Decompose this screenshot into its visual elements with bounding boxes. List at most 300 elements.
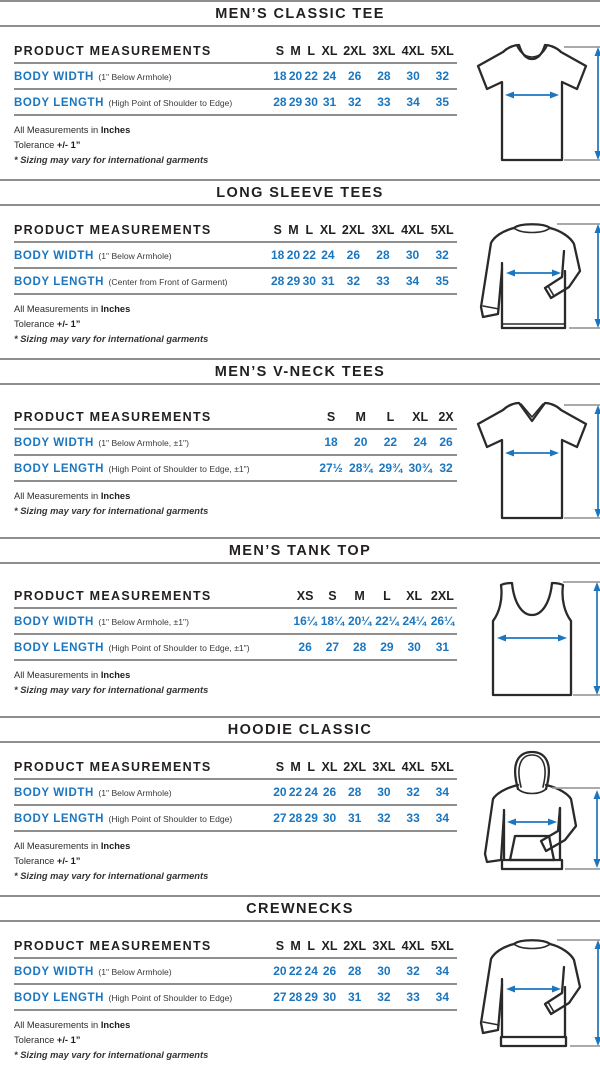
measurement-row <box>14 242 457 268</box>
measurement-value: 30¾ <box>405 455 435 481</box>
measurement-value: 28 <box>272 89 288 115</box>
measurement-label-cell <box>14 242 270 268</box>
note-text: * Sizing may vary for international garments <box>14 155 208 165</box>
section-title: MEN’S TANK TOP <box>229 543 371 559</box>
measurement-row <box>14 268 457 294</box>
measurement-value: 20 <box>272 779 288 805</box>
measurement-value: 28 <box>340 958 369 984</box>
measurement-row <box>14 429 457 455</box>
measurement-value: 31 <box>428 634 457 660</box>
body-width-arrow <box>497 635 567 642</box>
measurement-value: 33 <box>369 89 398 115</box>
measurement-value: 24 <box>405 429 435 455</box>
measurements-block <box>14 404 457 519</box>
measurement-value: 30 <box>303 89 319 115</box>
measurement-value: 27 <box>272 805 288 831</box>
measurement-value: 28 <box>288 805 304 831</box>
size-column-header: M <box>346 408 376 429</box>
measurements-block <box>14 38 457 168</box>
size-column-header: XS <box>291 587 318 608</box>
size-header-row <box>14 587 457 608</box>
size-table <box>14 587 457 661</box>
note-line <box>14 869 457 884</box>
garment-figure <box>457 748 600 890</box>
measurement-value: 32 <box>339 268 369 294</box>
size-column-header: M <box>288 937 304 958</box>
note-text: All Measurements in <box>14 125 101 135</box>
vneck-tee-illustration <box>457 390 600 532</box>
size-column-header: 3XL <box>368 221 398 242</box>
note-text: All Measurements in <box>14 491 101 501</box>
measurement-value: 32 <box>428 63 457 89</box>
body-width-arrow <box>506 986 561 993</box>
measurement-label-cell <box>14 429 316 455</box>
section-title-bar <box>0 179 600 206</box>
notes <box>14 489 457 519</box>
measurement-value: 30 <box>369 779 398 805</box>
note-text: All Measurements in <box>14 670 101 680</box>
note-text: Tolerance <box>14 856 57 866</box>
measurement-value: 32 <box>398 958 427 984</box>
garment-figure <box>457 211 600 353</box>
size-column-header: 2XL <box>340 42 369 63</box>
notes <box>14 123 457 168</box>
measurement-value: 29 <box>303 805 319 831</box>
measurement-sublabel: (1" Below Armhole) <box>98 788 171 798</box>
size-header-row <box>14 758 457 779</box>
measurement-value: 34 <box>428 958 457 984</box>
measurement-value: 32 <box>369 984 398 1010</box>
measurement-value: 29 <box>288 89 304 115</box>
size-column-header: 3XL <box>369 42 398 63</box>
long-sleeve-tee-illustration <box>457 211 600 353</box>
size-column-header: 2XL <box>340 937 369 958</box>
note-text: * Sizing may vary for international garments <box>14 1050 208 1060</box>
measure-rows <box>14 779 457 831</box>
body-width-arrow <box>506 270 561 277</box>
note-bold: Inches <box>101 841 130 851</box>
measurement-row <box>14 608 457 634</box>
measurement-value: 26 <box>319 779 340 805</box>
note-line <box>14 504 457 519</box>
section-title: LONG SLEEVE TEES <box>216 185 383 201</box>
size-column-header: XL <box>319 758 340 779</box>
size-column-header: S <box>270 221 286 242</box>
size-chart-section <box>0 716 600 895</box>
measurement-value: 28¾ <box>346 455 376 481</box>
measurement-value: 31 <box>317 268 338 294</box>
section-title-bar <box>0 358 600 385</box>
size-column-header: 5XL <box>428 758 457 779</box>
measurement-value: 26 <box>340 63 369 89</box>
measurement-label: BODY WIDTH <box>14 71 94 83</box>
size-header-row <box>14 221 457 242</box>
section-title: CREWNECKS <box>246 901 354 917</box>
size-column-header: M <box>288 758 304 779</box>
measurement-label-cell <box>14 958 272 984</box>
measurement-label: BODY LENGTH <box>14 813 104 825</box>
measurement-value: 28 <box>340 779 369 805</box>
measurement-label-cell <box>14 779 272 805</box>
measurement-label: BODY WIDTH <box>14 250 94 262</box>
note-text: * Sizing may vary for international garments <box>14 871 208 881</box>
measurement-row <box>14 634 457 660</box>
measurement-label: BODY WIDTH <box>14 437 94 449</box>
measurement-value: 33 <box>398 984 427 1010</box>
section-title-bar <box>0 537 600 564</box>
measurement-label: BODY WIDTH <box>14 966 94 978</box>
measurement-value: 34 <box>428 779 457 805</box>
measurement-value: 26 <box>291 634 318 660</box>
size-column-header: 2XL <box>339 221 369 242</box>
measurement-row <box>14 984 457 1010</box>
measurement-value: 24 <box>317 242 338 268</box>
garment-figure <box>457 927 600 1069</box>
measurement-value: 22 <box>288 958 304 984</box>
measurement-value: 28 <box>369 63 398 89</box>
size-column-header: 3XL <box>369 758 398 779</box>
product-measurements-header: PRODUCT MEASUREMENTS <box>14 42 272 63</box>
size-column-header: S <box>272 758 288 779</box>
measurement-value: 24 <box>303 779 319 805</box>
note-bold: +/- 1” <box>57 319 81 329</box>
note-line <box>14 839 457 854</box>
measurement-label-cell <box>14 268 270 294</box>
measurement-sublabel: (1" Below Armhole) <box>98 967 171 977</box>
size-column-header: L <box>376 408 406 429</box>
note-bold: Inches <box>101 670 130 680</box>
note-text: All Measurements in <box>14 304 101 314</box>
measurement-sublabel: (High Point of Shoulder to Edge, ±1") <box>109 464 250 474</box>
measurement-value: 32 <box>398 779 427 805</box>
measurement-value: 22 <box>376 429 406 455</box>
note-line <box>14 302 457 317</box>
measurement-row <box>14 455 457 481</box>
measurement-value: 26 <box>339 242 369 268</box>
size-table <box>14 42 457 116</box>
measurement-sublabel: (High Point of Shoulder to Edge) <box>109 993 233 1003</box>
note-line <box>14 1018 457 1033</box>
size-column-header: L <box>301 221 317 242</box>
measurement-label: BODY WIDTH <box>14 616 94 628</box>
size-chart-section <box>0 358 600 537</box>
section-title-bar <box>0 895 600 922</box>
body-length-arrow <box>595 47 600 160</box>
size-column-header: 2XL <box>428 587 457 608</box>
measurement-value: 18¼ <box>319 608 346 634</box>
notes <box>14 668 457 698</box>
measurement-sublabel: (1" Below Armhole) <box>98 251 171 261</box>
measurement-sublabel: (High Point of Shoulder to Edge, ±1") <box>109 643 250 653</box>
measurement-value: 24 <box>319 63 340 89</box>
measurement-value: 22 <box>303 63 319 89</box>
measurement-label-cell <box>14 89 272 115</box>
measurement-value: 33 <box>398 805 427 831</box>
measurement-label: BODY LENGTH <box>14 992 104 1004</box>
note-bold: +/- 1” <box>57 856 81 866</box>
size-column-header: 4XL <box>398 42 427 63</box>
size-column-header: XL <box>319 42 340 63</box>
section-title: HOODIE CLASSIC <box>228 722 372 738</box>
product-measurements-header: PRODUCT MEASUREMENTS <box>14 408 316 429</box>
measurement-value: 26 <box>319 958 340 984</box>
section-title: MEN’S V-NECK TEES <box>215 364 385 380</box>
measurement-value: 29 <box>373 634 400 660</box>
size-table <box>14 221 457 295</box>
measurements-block <box>14 217 457 347</box>
measurement-value: 30 <box>319 805 340 831</box>
measurement-value: 20 <box>288 63 304 89</box>
measurement-value: 30 <box>401 634 428 660</box>
measurement-label-cell <box>14 63 272 89</box>
measurement-value: 20 <box>272 958 288 984</box>
measurement-row <box>14 958 457 984</box>
measurement-label-cell <box>14 805 272 831</box>
measure-rows <box>14 958 457 1010</box>
measurement-value: 18 <box>270 242 286 268</box>
size-header-row <box>14 42 457 63</box>
size-header-row <box>14 937 457 958</box>
body-length-arrow <box>594 790 600 868</box>
measure-rows <box>14 242 457 294</box>
measurement-label: BODY LENGTH <box>14 276 104 288</box>
size-column-header: S <box>272 937 288 958</box>
body-width-arrow <box>505 92 559 99</box>
measurement-value: 31 <box>340 984 369 1010</box>
product-measurements-header: PRODUCT MEASUREMENTS <box>14 587 291 608</box>
note-text: Tolerance <box>14 319 57 329</box>
note-text: Tolerance <box>14 140 57 150</box>
note-line <box>14 1048 457 1063</box>
size-column-header: L <box>303 758 319 779</box>
measurement-value: 28 <box>270 268 286 294</box>
measurement-value: 30 <box>398 242 428 268</box>
size-column-header: 2XL <box>340 758 369 779</box>
measurement-value: 34 <box>428 984 457 1010</box>
notes <box>14 839 457 884</box>
measurement-value: 35 <box>427 268 457 294</box>
hoodie-illustration <box>457 748 600 890</box>
note-bold: +/- 1” <box>57 140 81 150</box>
size-column-header: L <box>303 42 319 63</box>
body-width-arrow <box>505 450 559 457</box>
size-column-header: S <box>319 587 346 608</box>
section-title-bar <box>0 716 600 743</box>
note-bold: Inches <box>101 1020 130 1030</box>
note-bold: Inches <box>101 125 130 135</box>
size-column-header: L <box>303 937 319 958</box>
measurement-value: 22 <box>288 779 304 805</box>
note-text: * Sizing may vary for international garments <box>14 334 208 344</box>
note-line <box>14 489 457 504</box>
note-line <box>14 123 457 138</box>
note-line <box>14 138 457 153</box>
note-line <box>14 317 457 332</box>
size-column-header: XL <box>401 587 428 608</box>
measurements-block <box>14 583 457 698</box>
measurement-label: BODY LENGTH <box>14 642 104 654</box>
note-line <box>14 332 457 347</box>
size-column-header: XL <box>319 937 340 958</box>
note-text: All Measurements in <box>14 1020 101 1030</box>
measurement-value: 31 <box>340 805 369 831</box>
measurement-value: 20¼ <box>346 608 373 634</box>
note-line <box>14 683 457 698</box>
measurement-value: 32 <box>340 89 369 115</box>
crewneck-illustration <box>457 927 600 1069</box>
size-column-header: M <box>286 221 302 242</box>
measurement-label: BODY WIDTH <box>14 787 94 799</box>
measurement-label: BODY LENGTH <box>14 463 104 475</box>
measurements-block <box>14 933 457 1063</box>
size-column-header: 4XL <box>398 221 428 242</box>
measurement-sublabel: (High Point of Shoulder to Edge) <box>109 814 233 824</box>
note-line <box>14 854 457 869</box>
measurement-value: 27½ <box>316 455 346 481</box>
note-bold: +/- 1” <box>57 1035 81 1045</box>
measurement-value: 22 <box>301 242 317 268</box>
size-column-header: 3XL <box>369 937 398 958</box>
measurement-sublabel: (Center from Front of Garment) <box>109 277 228 287</box>
body-length-arrow <box>595 224 600 328</box>
size-column-header: M <box>346 587 373 608</box>
section-content <box>0 743 600 895</box>
measurement-value: 30 <box>369 958 398 984</box>
size-column-header: S <box>316 408 346 429</box>
measurement-row <box>14 89 457 115</box>
measurement-value: 32 <box>369 805 398 831</box>
measure-rows <box>14 608 457 660</box>
size-column-header: XL <box>405 408 435 429</box>
measurement-sublabel: (High Point of Shoulder to Edge) <box>109 98 233 108</box>
measurement-value: 32 <box>435 455 457 481</box>
measurement-sublabel: (1" Below Armhole, ±1") <box>98 438 189 448</box>
size-column-header: M <box>288 42 304 63</box>
section-content <box>0 206 600 358</box>
size-header-row <box>14 408 457 429</box>
measurement-value: 35 <box>428 89 457 115</box>
measurement-value: 27 <box>319 634 346 660</box>
note-line <box>14 153 457 168</box>
measurement-value: 28 <box>368 242 398 268</box>
product-measurements-header: PRODUCT MEASUREMENTS <box>14 758 272 779</box>
measure-rows <box>14 63 457 115</box>
measurement-value: 22¼ <box>373 608 400 634</box>
garment-figure <box>457 569 600 711</box>
measurement-value: 34 <box>398 268 428 294</box>
garment-figure <box>457 390 600 532</box>
measurement-value: 33 <box>368 268 398 294</box>
section-content <box>0 385 600 537</box>
section-title-bar <box>0 0 600 27</box>
measurement-value: 32 <box>427 242 457 268</box>
note-text: Tolerance <box>14 1035 57 1045</box>
size-table <box>14 408 457 482</box>
classic-tee-illustration <box>457 32 600 174</box>
measurement-sublabel: (1" Below Armhole, ±1") <box>98 617 189 627</box>
measurement-value: 27 <box>272 984 288 1010</box>
measure-rows <box>14 429 457 481</box>
section-content <box>0 564 600 716</box>
body-length-arrow <box>595 940 600 1046</box>
measurement-label-cell <box>14 455 316 481</box>
measurement-row <box>14 779 457 805</box>
measurement-label-cell <box>14 984 272 1010</box>
size-table <box>14 937 457 1011</box>
size-column-header: 5XL <box>428 42 457 63</box>
measurement-value: 30 <box>301 268 317 294</box>
note-text: * Sizing may vary for international garments <box>14 685 208 695</box>
measurement-value: 30 <box>398 63 427 89</box>
measurement-value: 26¼ <box>428 608 457 634</box>
size-chart-section <box>0 537 600 716</box>
measurement-label-cell <box>14 634 291 660</box>
body-width-arrow <box>507 819 557 826</box>
measurement-value: 18 <box>272 63 288 89</box>
measurement-value: 20 <box>286 242 302 268</box>
size-column-header: 4XL <box>398 937 427 958</box>
product-measurements-header: PRODUCT MEASUREMENTS <box>14 221 270 242</box>
measurement-value: 34 <box>398 89 427 115</box>
size-column-header: 5XL <box>427 221 457 242</box>
measurement-value: 16¼ <box>291 608 318 634</box>
measurement-value: 30 <box>319 984 340 1010</box>
size-table <box>14 758 457 832</box>
measurement-label-cell <box>14 608 291 634</box>
size-chart-section <box>0 0 600 179</box>
measurement-value: 29 <box>303 984 319 1010</box>
measurement-label: BODY LENGTH <box>14 97 104 109</box>
size-chart-section <box>0 179 600 358</box>
measurement-value: 24¼ <box>401 608 428 634</box>
size-column-header: 2X <box>435 408 457 429</box>
product-measurements-header: PRODUCT MEASUREMENTS <box>14 937 272 958</box>
section-title: MEN’S CLASSIC TEE <box>215 6 385 22</box>
measurement-value: 18 <box>316 429 346 455</box>
note-text: * Sizing may vary for international garments <box>14 506 208 516</box>
body-length-arrow <box>595 405 600 518</box>
section-content <box>0 922 600 1074</box>
size-chart-section <box>0 895 600 1074</box>
measurement-sublabel: (1" Below Armhole) <box>98 72 171 82</box>
measurement-value: 28 <box>288 984 304 1010</box>
tank-top-illustration <box>457 569 600 711</box>
measurement-value: 26 <box>435 429 457 455</box>
note-bold: Inches <box>101 491 130 501</box>
note-text: All Measurements in <box>14 841 101 851</box>
note-line <box>14 668 457 683</box>
measurement-value: 20 <box>346 429 376 455</box>
section-content <box>0 27 600 179</box>
size-column-header: S <box>272 42 288 63</box>
measurements-block <box>14 754 457 884</box>
notes <box>14 302 457 347</box>
size-column-header: 4XL <box>398 758 427 779</box>
body-length-arrow <box>594 582 600 695</box>
measurement-row <box>14 63 457 89</box>
size-column-header: L <box>373 587 400 608</box>
garment-figure <box>457 32 600 174</box>
size-column-header: XL <box>317 221 338 242</box>
notes <box>14 1018 457 1063</box>
measurement-value: 29 <box>286 268 302 294</box>
measurement-row <box>14 805 457 831</box>
size-column-header: 5XL <box>428 937 457 958</box>
measurement-value: 31 <box>319 89 340 115</box>
note-bold: Inches <box>101 304 130 314</box>
measurement-value: 29¾ <box>376 455 406 481</box>
measurement-value: 24 <box>303 958 319 984</box>
